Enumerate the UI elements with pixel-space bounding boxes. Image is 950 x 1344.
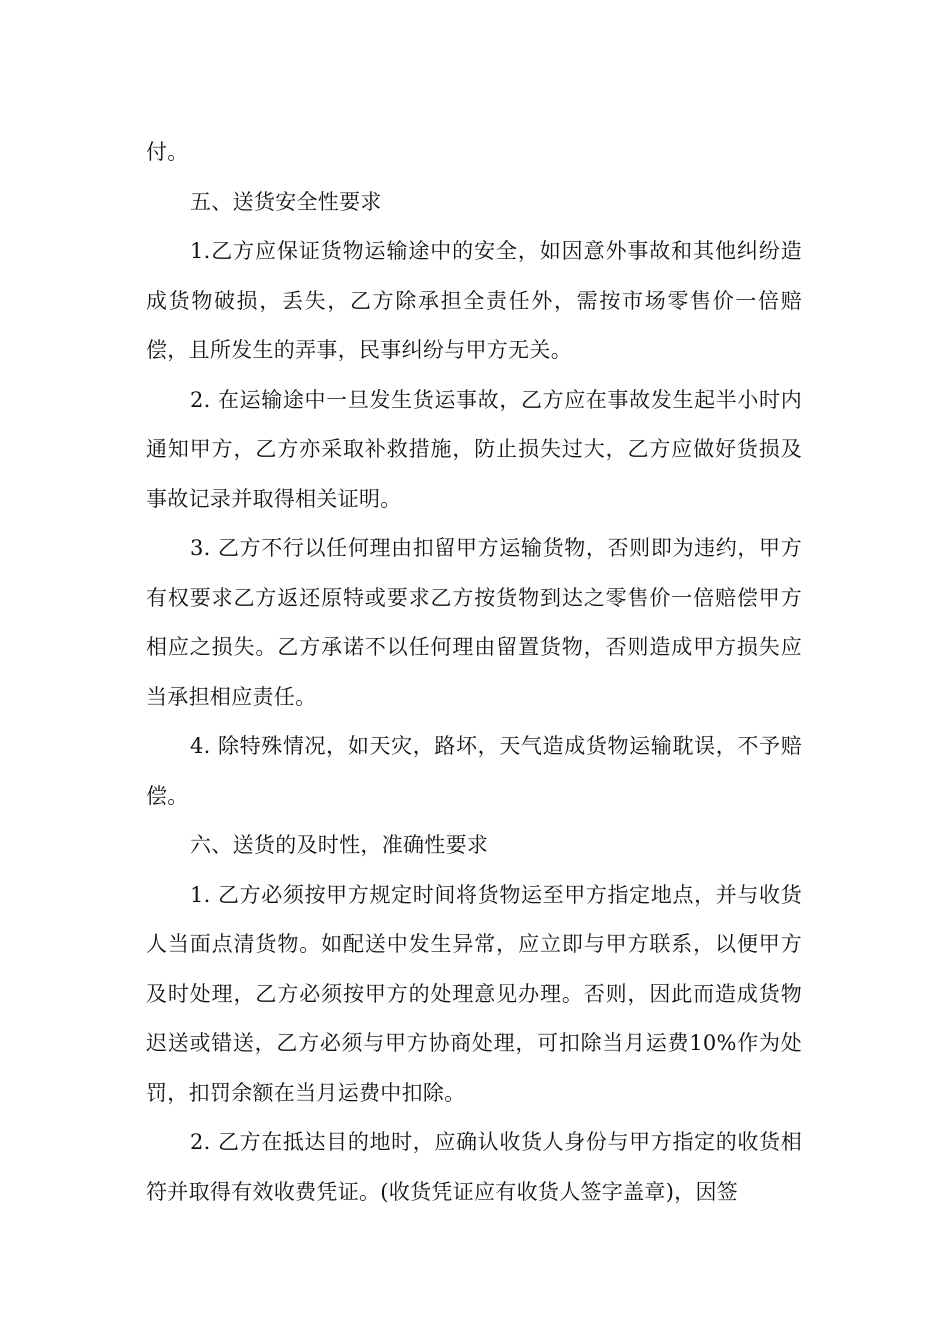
section-heading-5: 五、送货安全性要求 (190, 189, 382, 214)
paragraph-continuation: 付。 (146, 140, 189, 164)
clause-6-1: 1. 乙方必须按甲方规定时间将货物运至甲方指定地点，并与收货人当面点清货物。如配送中发生异常，应立即与甲方联系，以便甲方及时处理，乙方必须按甲方的处理意见办理。否则，因此而造成货物迟送或错送，乙方必须与甲方协商处理，可扣除当月运费10%作为处罚，扣罚余额在当月运费中扣除。 (146, 882, 802, 1105)
clause-5-4: 4. 除特殊情况，如天灾，路坏，天气造成货物运输耽误，不予赔偿。 (146, 734, 802, 808)
document-body (146, 128, 802, 1217)
section-heading-6: 六、送货的及时性，准确性要求 (190, 833, 489, 857)
clause-5-3: 3. 乙方不行以任何理由扣留甲方运输货物，否则即为违约，甲方有权要求乙方返还原特或要求乙方按货物到达之零售价一倍赔偿甲方相应之损失。乙方承诺不以任何理由留置货物，否则造成甲方损失应当承担相应责任。 (146, 536, 802, 709)
clause-6-2: 2. 乙方在抵达目的地时，应确认收货人身份与甲方指定的收货相符并取得有效收费凭证。(收货凭证应有收货人签字盖章)，因签 (146, 1130, 802, 1204)
clause-5-1: 1.乙方应保证货物运输途中的安全，如因意外事故和其他纠纷造成货物破损，丢失，乙方除承担全责任外，需按市场零售价一倍赔偿，且所发生的弄事，民事纠纷与甲方无关。 (146, 239, 802, 362)
clause-5-2: 2. 在运输途中一旦发生货运事故，乙方应在事故发生起半小时内通知甲方，乙方亦采取补救措施，防止损失过大，乙方应做好货损及事故记录并取得相关证明。 (146, 387, 802, 511)
